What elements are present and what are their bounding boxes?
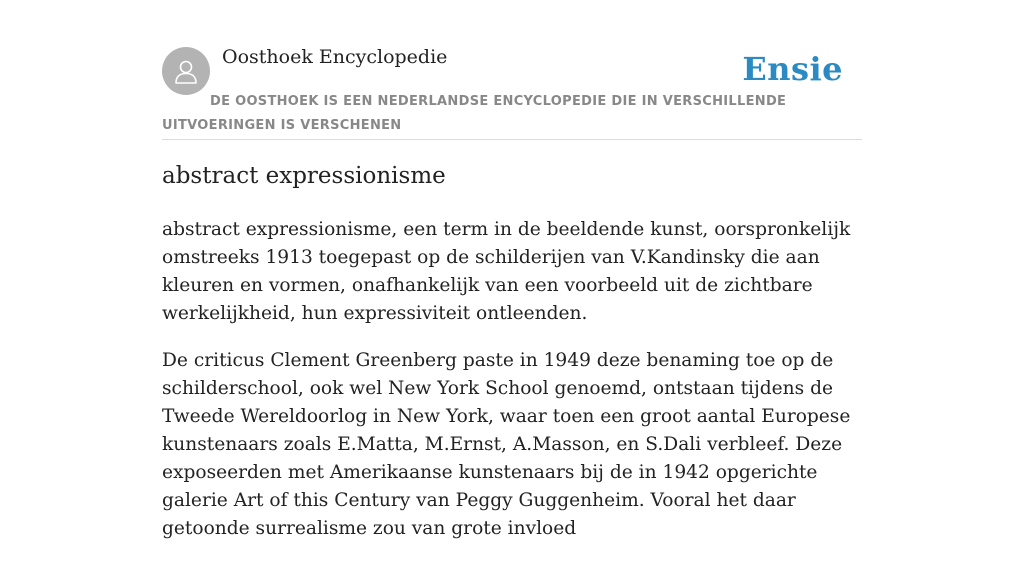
user-placeholder-icon[interactable] [162,47,210,95]
avatar-glyph [171,56,201,86]
site-header [162,0,862,140]
article-paragraph: De criticus Clement Greenberg paste in 1949 deze benaming toe op de schilderschool, ook wel New York School genoemd, ontstaan tijdens de Tweede Wereldoorlog in New York, waar toen een groot aantal Europese kunstenaars zoals E.Matta, M.Ernst, A.Masson, en S.Dali verbleef. Deze exposeerden met Amerikaanse kunstenaars bij de in 1942 opgerichte galerie Art of this Century van Peggy Guggenheim. Vooral het daar getoonde surrealisme zou van grote invloed [162,350,851,539]
site-tagline: DE OOSTHOEK IS EEN NEDERLANDSE ENCYCLOPEDIE DIE IN VERSCHILLENDE UITVOERINGEN IS VERSCHENEN [162,94,787,133]
page-title: abstract expressionisme [162,163,446,189]
site-name[interactable]: Oosthoek Encyclopedie [222,46,448,68]
page-container [162,0,862,539]
brand-logo[interactable]: Ensie [742,50,843,88]
article-paragraph: abstract expressionisme, een term in de beeldende kunst, oorspronkelijk omstreeks 1913 toegepast op de schilderijen van V.Kandinsky die aan kleuren en vormen, onafhankelijk van een voorbeeld uit de zichtbare werkelijkheid, hun expressiviteit ontleenden. [162,219,851,324]
article-body [162,216,867,562]
